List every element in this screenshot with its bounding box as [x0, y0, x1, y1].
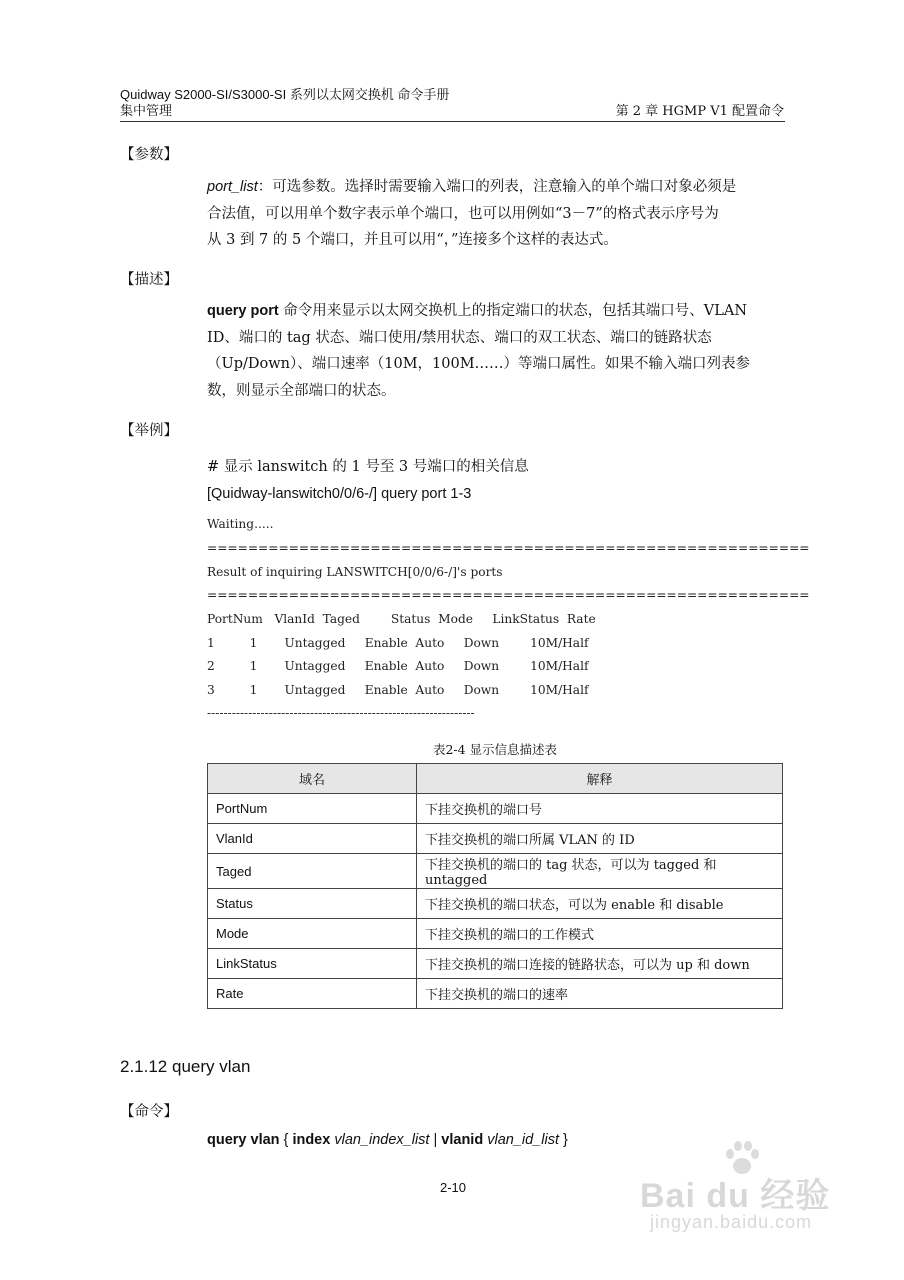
table-cell-field: Rate: [208, 979, 417, 1009]
table-cell-field: PortNum: [208, 794, 417, 824]
output-line: ===========================================================: [207, 541, 810, 555]
table-row: [208, 949, 783, 979]
output-line: Waiting.....: [207, 517, 274, 531]
description-line-2: ID、端口的 tag 状态、端口使用/禁用状态、端口的双工状态、端口的链路状态: [207, 329, 712, 346]
baidu-watermark-logo: Bai du 经验: [640, 1177, 831, 1215]
keyword-index: index: [292, 1132, 331, 1148]
table-header-meaning: 解释: [417, 764, 783, 794]
header-rule: [120, 121, 785, 122]
table-cell-meaning: 下挂交换机的端口的工作模式: [417, 919, 783, 949]
table-row: [208, 824, 783, 854]
paw-icon: [722, 1140, 762, 1176]
description-paragraph: [207, 298, 783, 404]
example-comment: # 显示 lanswitch 的 1 号至 3 号端口的相关信息: [207, 459, 529, 475]
table-cell-meaning: 下挂交换机的端口的 tag 状态，可以为 tagged 和 untagged: [417, 854, 783, 889]
description-cmd: query port: [207, 303, 279, 319]
table-cell-field: Mode: [208, 919, 417, 949]
params-text-1: ：可选参数。选择时需要输入端口的列表，注意输入的单个端口对象必须是: [257, 179, 737, 195]
header-title: Quidway S2000-SI/S3000-SI 系列以太网交换机 命令手册: [120, 87, 450, 102]
params-term: port_list: [207, 179, 258, 195]
table-caption: 表2-4 显示信息描述表: [432, 742, 558, 757]
page-number: 2-10: [439, 1180, 467, 1195]
params-text-2: 合法值，可以用单个数字表示单个端口，也可以用例如“3－7”的格式表示序号为: [207, 205, 719, 222]
table-cell-meaning: 下挂交换机的端口号: [417, 794, 783, 824]
command-syntax: [207, 1132, 568, 1148]
section-title: 2.1.12 query vlan: [120, 1057, 251, 1076]
table-cell-meaning: 下挂交换机的端口连接的链路状态，可以为 up 和 down: [417, 949, 783, 979]
command-heading: 【命令】: [120, 1104, 178, 1120]
header-chapter: 第 2 章 HGMP V1 配置命令: [615, 104, 784, 119]
output-line: 2 1 Untagged Enable Auto Down 10M/Half: [207, 659, 589, 673]
baidu-watermark-url: jingyan.baidu.com: [650, 1212, 813, 1232]
table-cell-field: VlanId: [208, 824, 417, 854]
table-row: [208, 854, 783, 889]
table-row: [208, 919, 783, 949]
description-table: [207, 763, 783, 1009]
example-command: [Quidway-lanswitch0/0/6-/] query port 1-3: [207, 486, 472, 502]
table-row: [208, 794, 783, 824]
output-line: Result of inquiring LANSWITCH[0/0/6-/]'s ports: [207, 565, 503, 579]
output-line: PortNum VlanId Taged Status Mode LinkStatus Rate: [207, 612, 596, 626]
table-header-row: [208, 764, 783, 794]
separator: |: [429, 1132, 442, 1148]
brace-close: }: [558, 1132, 568, 1148]
command-name: query vlan: [207, 1132, 280, 1148]
table-row: [208, 889, 783, 919]
header-section: 集中管理: [120, 104, 173, 119]
params-heading: 【参数】: [120, 147, 178, 163]
table-cell-meaning: 下挂交换机的端口所属 VLAN 的 ID: [417, 824, 783, 854]
output-line: ===========================================================: [207, 588, 810, 602]
description-line-1: 命令用来显示以太网交换机上的指定端口的状态，包括其端口号、VLAN: [278, 303, 748, 319]
output-line: -----------------------------------------------------------------: [207, 706, 475, 720]
table-cell-field: Status: [208, 889, 417, 919]
table-cell-field: Taged: [208, 854, 417, 889]
arg-vlan-id-list: vlan_id_list: [483, 1132, 559, 1148]
table-row: [208, 979, 783, 1009]
output-line: 3 1 Untagged Enable Auto Down 10M/Half: [207, 683, 589, 697]
description-line-4: 数，则显示全部端口的状态。: [207, 382, 396, 399]
table-cell-meaning: 下挂交换机的端口的速率: [417, 979, 783, 1009]
description-line-3: （Up/Down）、端口速率（10M，100M……）等端口属性。如果不输入端口列表参: [207, 356, 751, 372]
example-heading: 【举例】: [120, 423, 178, 439]
output-line: 1 1 Untagged Enable Auto Down 10M/Half: [207, 636, 589, 650]
keyword-vlanid: vlanid: [441, 1132, 484, 1148]
table-cell-field: LinkStatus: [208, 949, 417, 979]
arg-vlan-index-list: vlan_index_list: [330, 1132, 430, 1148]
brace-open: {: [279, 1132, 293, 1148]
table-cell-meaning: 下挂交换机的端口状态，可以为 enable 和 disable: [417, 889, 783, 919]
params-text-3: 从 3 到 7 的 5 个端口，并且可以用“，”连接多个这样的表达式。: [207, 232, 618, 248]
params-paragraph: [207, 174, 783, 254]
description-heading: 【描述】: [120, 272, 178, 288]
table-header-field: 域名: [208, 764, 417, 794]
